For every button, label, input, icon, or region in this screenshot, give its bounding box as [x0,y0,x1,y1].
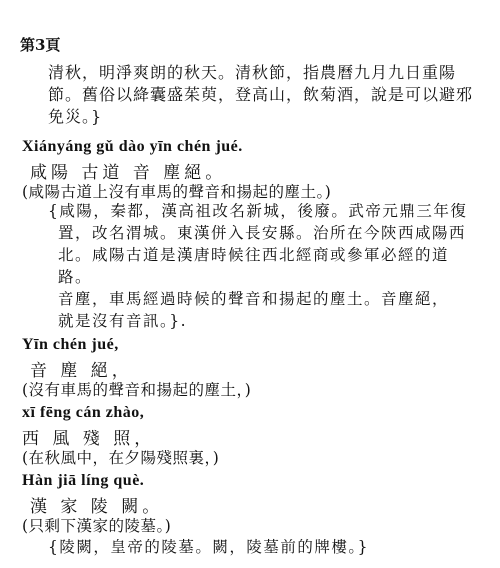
note-line: 就是沒有音訊。}. [58,312,188,330]
note-line: 北。咸陽古道是漢唐時候往西北經商或參軍必經的道 [58,246,450,264]
note-line: 置，改名渭城。東漢併入長安縣。治所在今陝西咸陽西 [58,224,467,242]
pinyin-line: Hàn jiā líng què. [22,472,145,489]
verse-line: 音 塵 絕， [30,361,133,381]
gloss-line: (沒有車馬的聲音和揚起的塵土，) [22,381,252,399]
intro-line-3: 免災。} [48,107,103,126]
intro-line-1: 清秋，明淨爽朗的秋天。清秋節，指農曆九月九日重陽 [48,63,457,82]
gloss-line: (在秋風中，在夕陽殘照裏，) [22,449,220,467]
gloss-line: (咸陽古道上沒有車馬的聲音和揚起的塵土。) [22,183,332,201]
pinyin-line: Xiányáng gǔ dào yīn chén jué. [22,138,243,155]
verse-line: 西 風 殘 照， [22,429,156,449]
page-number: 第3頁 [20,36,61,54]
note-line: {咸陽，秦都，漢高祖改名新城，後廢。武帝元鼎三年復 [48,202,468,220]
gloss-line: (只剩下漢家的陵墓。) [22,517,172,535]
verse-line: 漢 家 陵 闕。 [30,497,164,517]
verse-line: 咸陽 古道 音 塵絕。 [30,163,227,183]
pinyin-line: xī fēng cán zhào, [22,404,145,421]
note-line: 音塵，車馬經過時候的聲音和揚起的塵土。音塵絕， [58,290,450,308]
note-line: {陵闕，皇帝的陵墓。闕，陵墓前的牌樓。} [48,538,369,556]
intro-line-2: 節。舊俗以絳囊盛茱萸，登高山，飲菊酒，說是可以避邪 [48,85,474,104]
pinyin-line: Yīn chén jué, [22,336,119,353]
note-line: 路。 [58,268,93,286]
